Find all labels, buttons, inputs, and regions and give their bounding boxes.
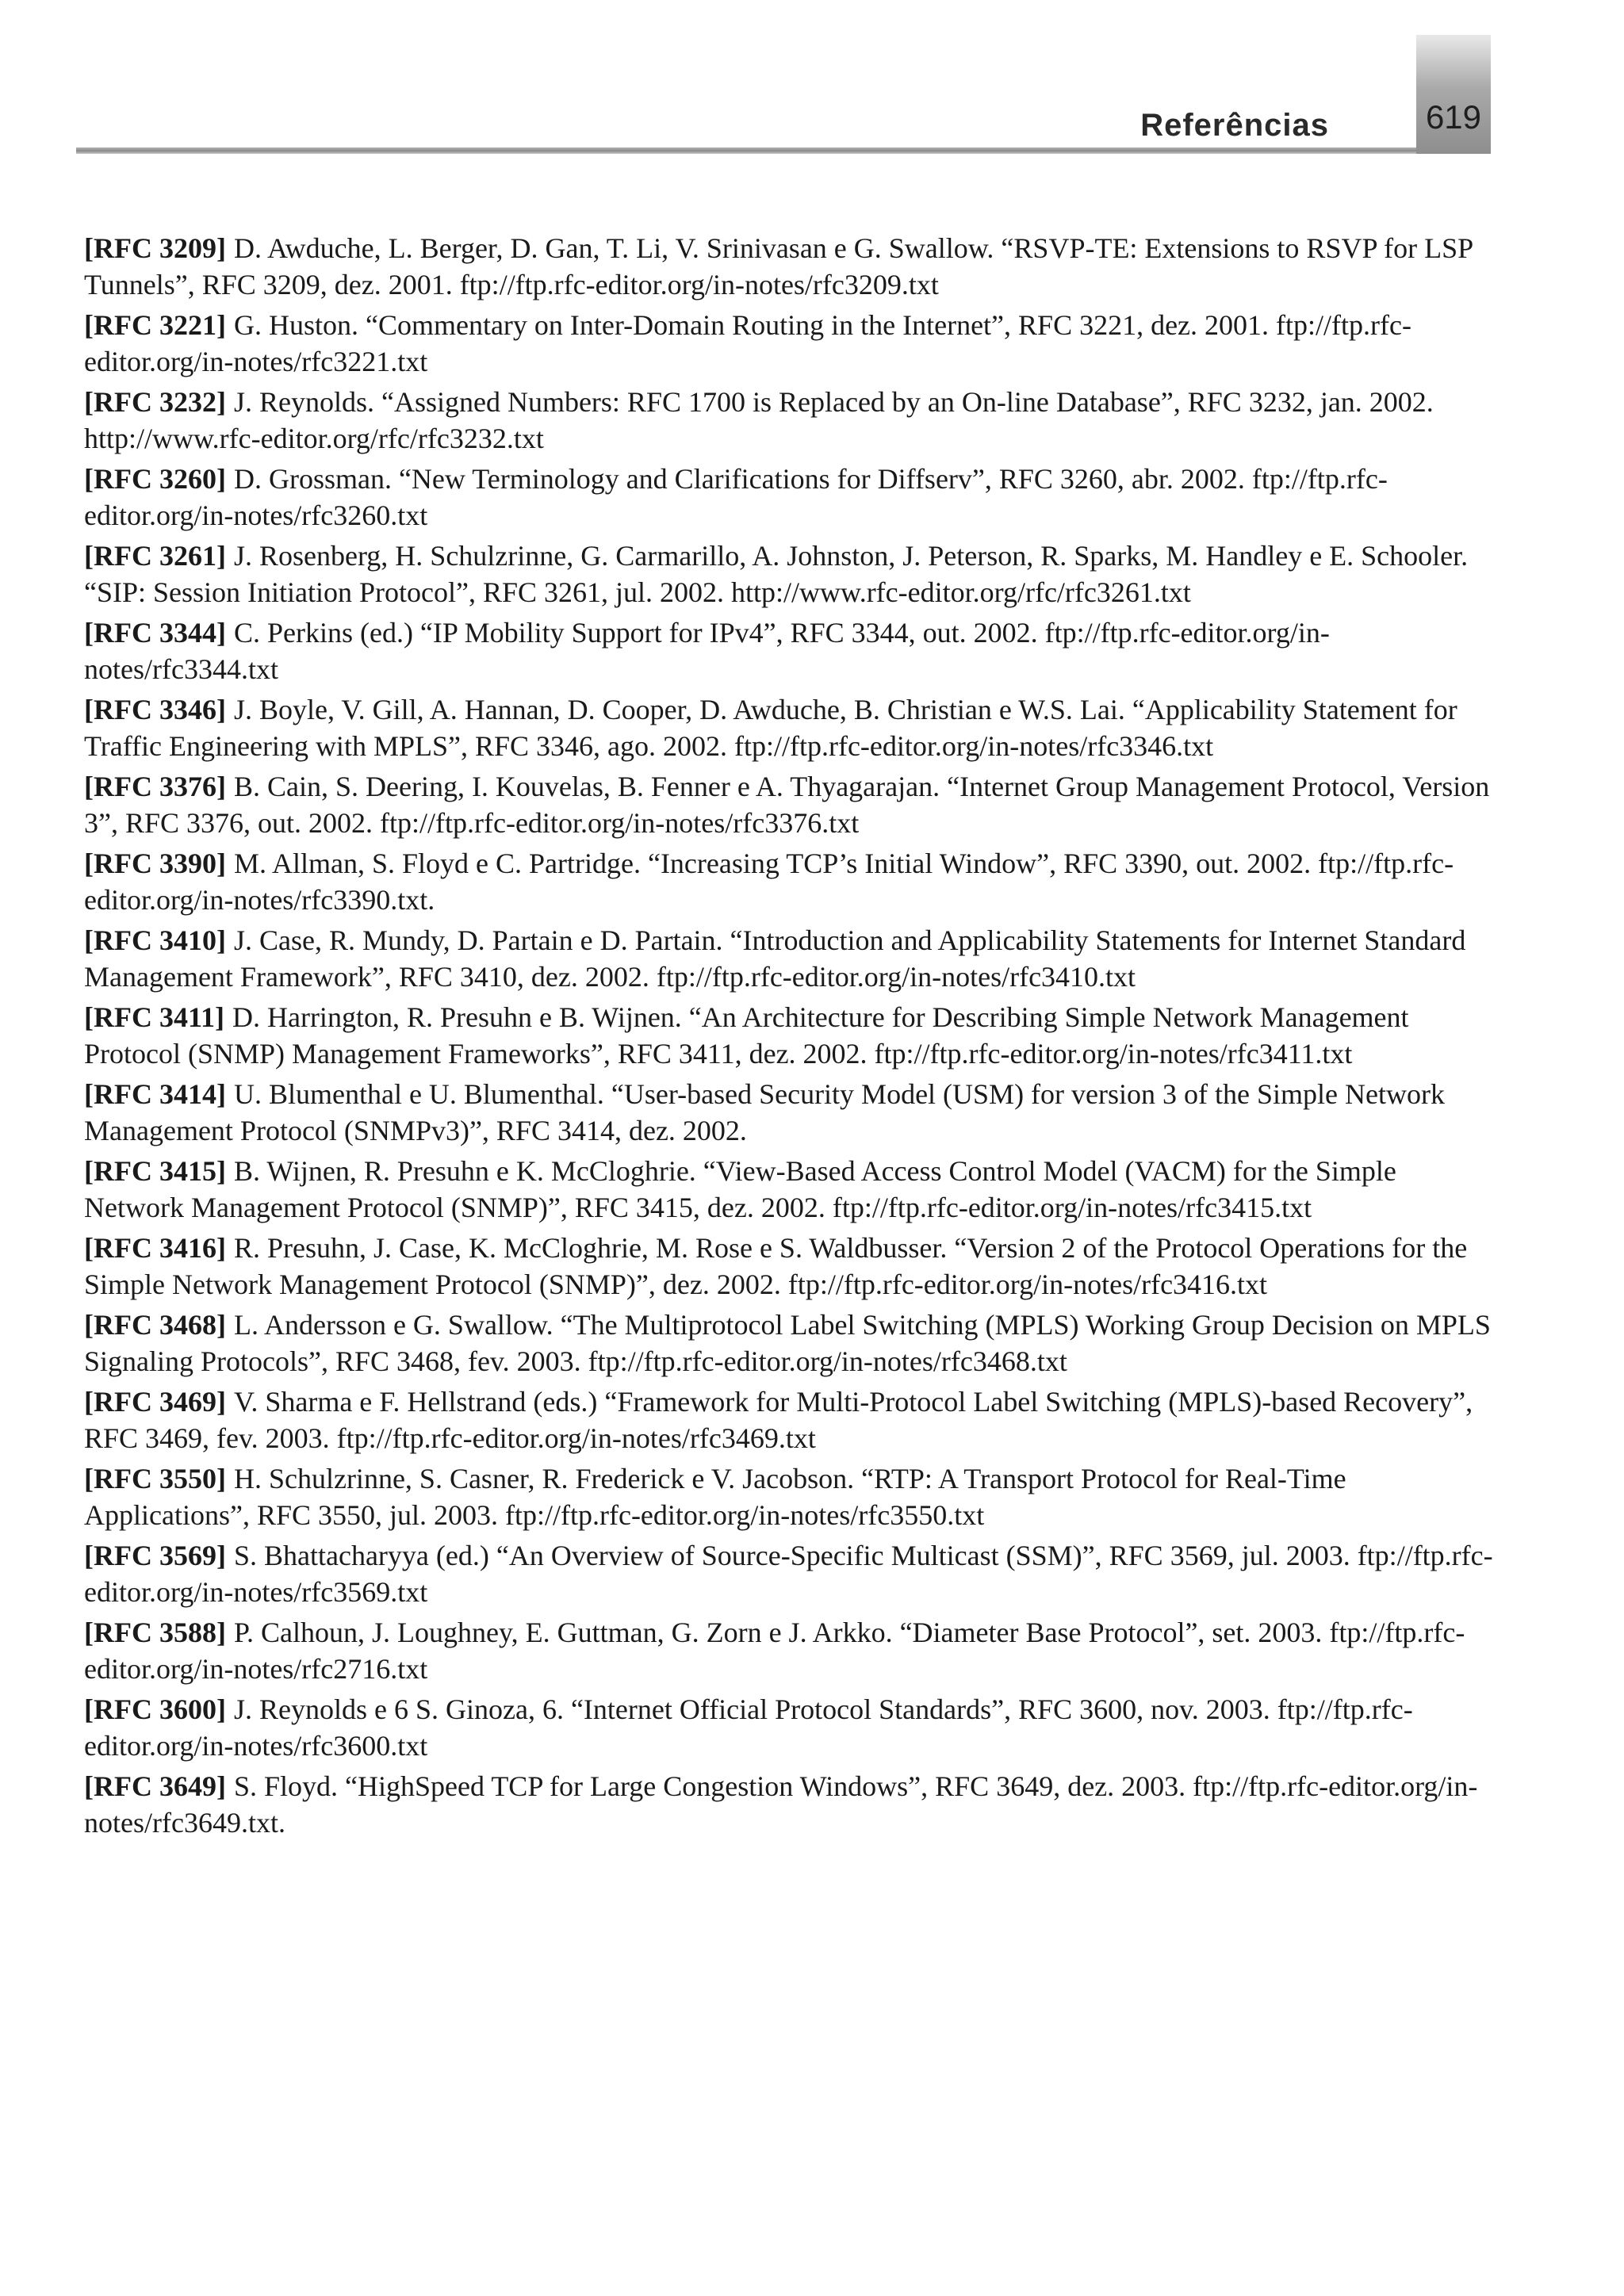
page-number-tab xyxy=(1416,35,1491,154)
reference-entry xyxy=(84,461,1496,534)
reference-entry xyxy=(84,845,1496,918)
reference-entry xyxy=(84,1460,1496,1533)
page-header xyxy=(76,95,1491,162)
reference-key: [RFC 3344] xyxy=(84,617,226,649)
reference-key: [RFC 3600] xyxy=(84,1693,226,1725)
reference-entry xyxy=(84,307,1496,380)
reference-list xyxy=(84,230,1496,1845)
reference-key: [RFC 3376] xyxy=(84,771,226,802)
page-number: 619 xyxy=(1425,98,1482,136)
reference-text: J. Rosenberg, H. Schulzrinne, G. Carmarillo, A. Johnston, J. Peterson, R. Sparks, M. Handley e E. Schooler. “SIP: Session Initiation Protocol”, RFC 3261, jul. 2002. http://www.rfc-editor.org/rfc/rfc3261.txt xyxy=(84,540,1469,608)
reference-text: J. Reynolds. “Assigned Numbers: RFC 1700 is Replaced by an On-line Database”, RFC 3232, jan. 2002. http://www.rfc-editor.org/rfc/rfc3232.txt xyxy=(84,386,1434,454)
reference-entry xyxy=(84,614,1496,687)
reference-text: J. Boyle, V. Gill, A. Hannan, D. Cooper, D. Awduche, B. Christian e W.S. Lai. “Applicability Statement for Traffic Engineering with MPLS”, RFC 3346, ago. 2002. ftp://ftp.rfc-editor.org/in-notes/rfc3346.txt xyxy=(84,694,1457,762)
reference-text: G. Huston. “Commentary on Inter-Domain Routing in the Internet”, RFC 3221, dez. 2001. ftp://ftp.rfc-editor.org/in-notes/rfc3221.txt xyxy=(84,309,1411,377)
reference-entry xyxy=(84,1230,1496,1303)
reference-entry xyxy=(84,538,1496,610)
reference-key: [RFC 3232] xyxy=(84,386,226,418)
reference-key: [RFC 3415] xyxy=(84,1155,226,1187)
reference-key: [RFC 3410] xyxy=(84,924,226,956)
reference-text: L. Andersson e G. Swallow. “The Multiprotocol Label Switching (MPLS) Working Group Decision on MPLS Signaling Protocols”, RFC 3468, fev. 2003. ftp://ftp.rfc-editor.org/in-notes/rfc3468.txt xyxy=(84,1309,1491,1377)
reference-key: [RFC 3649] xyxy=(84,1770,226,1802)
reference-entry xyxy=(84,1076,1496,1149)
header-rule xyxy=(76,147,1416,154)
reference-key: [RFC 3411] xyxy=(84,1001,224,1033)
reference-entry xyxy=(84,922,1496,995)
reference-text: M. Allman, S. Floyd e C. Partridge. “Increasing TCP’s Initial Window”, RFC 3390, out. 2002. ftp://ftp.rfc-editor.org/in-notes/rfc3390.txt. xyxy=(84,848,1454,916)
reference-key: [RFC 3390] xyxy=(84,848,226,879)
reference-text: P. Calhoun, J. Loughney, E. Guttman, G. Zorn e J. Arkko. “Diameter Base Protocol”, set. 2003. ftp://ftp.rfc-editor.org/in-notes/rfc2716.txt xyxy=(84,1617,1465,1685)
reference-key: [RFC 3588] xyxy=(84,1617,226,1648)
reference-text: V. Sharma e F. Hellstrand (eds.) “Framework for Multi-Protocol Label Switching (MPLS)-based Recovery”, RFC 3469, fev. 2003. ftp://ftp.rfc-editor.org/in-notes/rfc3469.txt xyxy=(84,1386,1473,1454)
reference-entry xyxy=(84,1153,1496,1226)
reference-text: S. Bhattacharyya (ed.) “An Overview of Source-Specific Multicast (SSM)”, RFC 3569, jul. 2003. ftp://ftp.rfc-editor.org/in-notes/rfc3569.txt xyxy=(84,1540,1493,1608)
reference-key: [RFC 3260] xyxy=(84,463,226,495)
reference-key: [RFC 3416] xyxy=(84,1232,226,1264)
reference-entry xyxy=(84,1383,1496,1456)
reference-text: B. Wijnen, R. Presuhn e K. McCloghrie. “View-Based Access Control Model (VACM) for the Simple Network Management Protocol (SNMP)”, RFC 3415, dez. 2002. ftp://ftp.rfc-editor.org/in-notes/rfc3415.txt xyxy=(84,1155,1396,1223)
reference-entry xyxy=(84,230,1496,303)
reference-entry xyxy=(84,1691,1496,1764)
reference-entry xyxy=(84,1614,1496,1687)
reference-entry xyxy=(84,1768,1496,1841)
reference-key: [RFC 3346] xyxy=(84,694,226,725)
reference-text: H. Schulzrinne, S. Casner, R. Frederick e V. Jacobson. “RTP: A Transport Protocol for Real-Time Applications”, RFC 3550, jul. 2003. ftp://ftp.rfc-editor.org/in-notes/rfc3550.txt xyxy=(84,1463,1346,1531)
reference-entry xyxy=(84,999,1496,1072)
reference-entry xyxy=(84,1537,1496,1610)
reference-entry xyxy=(84,768,1496,841)
reference-key: [RFC 3550] xyxy=(84,1463,226,1494)
reference-text: U. Blumenthal e U. Blumenthal. “User-based Security Model (USM) for version 3 of the Simple Network Management Protocol (SNMPv3)”, RFC 3414, dez. 2002. xyxy=(84,1078,1445,1146)
reference-entry xyxy=(84,691,1496,764)
reference-text: D. Harrington, R. Presuhn e B. Wijnen. “An Architecture for Describing Simple Network Management Protocol (SNMP) Management Frameworks”, RFC 3411, dez. 2002. ftp://ftp.rfc-editor.org/in-notes/rfc3411.txt xyxy=(84,1001,1409,1070)
reference-key: [RFC 3221] xyxy=(84,309,226,341)
reference-entry xyxy=(84,1307,1496,1380)
reference-text: R. Presuhn, J. Case, K. McCloghrie, M. Rose e S. Waldbusser. “Version 2 of the Protocol Operations for the Simple Network Management Protocol (SNMP)”, dez. 2002. ftp://ftp.rfc-editor.org/in-notes/rfc3416.txt xyxy=(84,1232,1468,1300)
reference-key: [RFC 3414] xyxy=(84,1078,226,1110)
reference-key: [RFC 3469] xyxy=(84,1386,226,1418)
reference-key: [RFC 3261] xyxy=(84,540,226,572)
reference-text: S. Floyd. “HighSpeed TCP for Large Congestion Windows”, RFC 3649, dez. 2003. ftp://ftp.rfc-editor.org/in-notes/rfc3649.txt. xyxy=(84,1770,1478,1839)
reference-entry xyxy=(84,384,1496,457)
section-title: Referências xyxy=(1140,108,1329,143)
reference-text: B. Cain, S. Deering, I. Kouvelas, B. Fenner e A. Thyagarajan. “Internet Group Management Protocol, Version 3”, RFC 3376, out. 2002. ftp://ftp.rfc-editor.org/in-notes/rfc3376.txt xyxy=(84,771,1490,839)
reference-key: [RFC 3468] xyxy=(84,1309,226,1341)
reference-text: J. Reynolds e 6 S. Ginoza, 6. “Internet Official Protocol Standards”, RFC 3600, nov. 2003. ftp://ftp.rfc-editor.org/in-notes/rfc3600.txt xyxy=(84,1693,1413,1762)
reference-key: [RFC 3209] xyxy=(84,232,226,264)
reference-key: [RFC 3569] xyxy=(84,1540,226,1571)
reference-text: J. Case, R. Mundy, D. Partain e D. Partain. “Introduction and Applicability Statements for Internet Standard Management Framework”, RFC 3410, dez. 2002. ftp://ftp.rfc-editor.org/in-notes/rfc3410.txt xyxy=(84,924,1466,993)
reference-text: C. Perkins (ed.) “IP Mobility Support for IPv4”, RFC 3344, out. 2002. ftp://ftp.rfc-editor.org/in-notes/rfc3344.txt xyxy=(84,617,1330,685)
reference-text: D. Awduche, L. Berger, D. Gan, T. Li, V. Srinivasan e G. Swallow. “RSVP-TE: Extensions to RSVP for LSP Tunnels”, RFC 3209, dez. 2001. ftp://ftp.rfc-editor.org/in-notes/rfc3209.txt xyxy=(84,232,1473,300)
reference-text: D. Grossman. “New Terminology and Clarifications for Diffserv”, RFC 3260, abr. 2002. ftp://ftp.rfc-editor.org/in-notes/rfc3260.txt xyxy=(84,463,1388,531)
